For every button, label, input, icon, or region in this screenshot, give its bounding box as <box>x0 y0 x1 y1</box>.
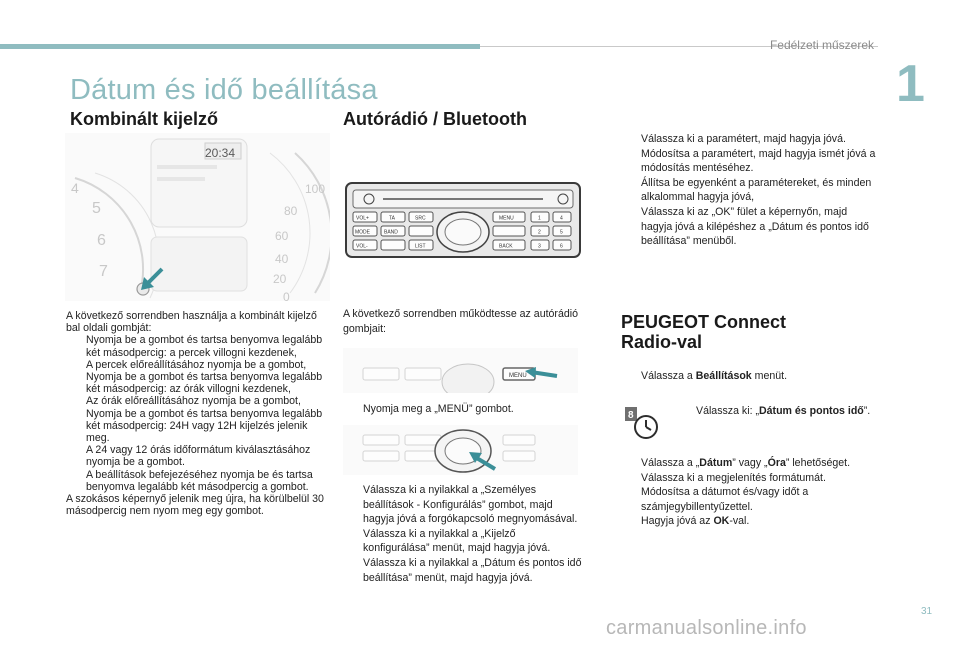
section-title: Fedélzeti műszerek <box>769 38 874 52</box>
list-item: A beállítások befejezéséhez nyomja be és tartsa benyomva legalább két másodpercig a gombot. <box>86 468 313 493</box>
svg-text:MENU: MENU <box>499 215 514 222</box>
instrument-cluster-illustration <box>65 133 330 301</box>
col2-menu-step <box>343 402 578 417</box>
clock-icon <box>623 405 663 441</box>
svg-text:1: 1 <box>538 215 541 222</box>
list-item: A 24 vagy 12 órás időformátum kiválasztásához nyomja be a gombot. <box>86 444 311 469</box>
chapter-number: 1 <box>896 55 925 113</box>
col3-step-settings: Válassza a Beállítások menüt. <box>641 370 788 382</box>
svg-text:MODE: MODE <box>355 229 370 236</box>
col3-step-date-time: Válassza ki: „Dátum és pontos idő”. <box>696 405 871 417</box>
svg-text:3: 3 <box>538 243 541 250</box>
col1-body <box>66 310 328 517</box>
svg-text:5: 5 <box>560 229 563 236</box>
col3-steps <box>621 132 877 249</box>
list-item: Válassza ki a megjelenítés formátumát. <box>641 471 826 484</box>
svg-text:100: 100 <box>305 182 326 196</box>
col2-intro: A következő sorrendben működtesse az autórádió gombjait: <box>343 308 578 335</box>
cluster-clock-text: 20:34 <box>205 146 236 160</box>
svg-text:8: 8 <box>628 410 634 421</box>
car-radio-illustration <box>343 180 583 260</box>
svg-text:LIST: LIST <box>415 243 426 250</box>
svg-text:7: 7 <box>99 263 108 280</box>
svg-text:MENU: MENU <box>509 373 527 379</box>
list-item: Állítsa be egyenként a paramétereket, és minden alkalommal hagyja jóvá, <box>641 176 872 204</box>
list-item: Válassza ki az „OK” fület a képernyőn, majd hagyja jóvá a kilépéshez a „Dátum és pontos idő beállítása” menüből. <box>641 205 869 248</box>
svg-text:VOL+: VOL+ <box>356 215 369 222</box>
list-item: Válassza ki a nyilakkal a „Dátum és pontos idő beállítása” menüt, majd hagyja jóvá. <box>363 556 582 584</box>
list-item: Módosítsa a paramétert, majd hagyja ismét jóvá a módosítás mentéséhez. <box>641 147 876 175</box>
list-item: Módosítsa a dátumot és/vagy időt a számjegybillentyűzettel. <box>641 486 809 513</box>
heading-combined-display: Kombinált kijelző <box>70 109 219 129</box>
svg-text:BACK: BACK <box>499 243 513 250</box>
list-item: Az órák előreállításához nyomja be a gombot, <box>86 395 301 408</box>
radio-knob-detail <box>343 425 578 475</box>
heading-car-radio: Autórádió / Bluetooth <box>343 109 527 129</box>
page-number: 31 <box>921 606 933 617</box>
col1-outro: A szokásos képernyő jelenik meg újra, ha körülbelül 30 másodpercig nem nyom meg egy gombot. <box>66 493 324 518</box>
svg-text:6: 6 <box>97 232 106 249</box>
col2-steps <box>343 483 583 585</box>
svg-text:5: 5 <box>92 200 101 217</box>
svg-text:TA: TA <box>389 215 396 222</box>
svg-text:80: 80 <box>284 204 298 218</box>
col1-intro: A következő sorrendben használja a kombinált kijelző bal oldali gombját: <box>66 310 317 335</box>
svg-text:BAND: BAND <box>384 229 398 236</box>
svg-text:4: 4 <box>71 180 79 196</box>
svg-text:20: 20 <box>273 272 287 286</box>
list-item: Válassza ki a nyilakkal a „Kijelző konfigurálása” menüt, majd hagyja jóvá. <box>363 527 551 555</box>
list-item: Válassza ki a nyilakkal a „Személyes beállítások - Konfigurálás” gombot, majd hagyja jóvá a forgókapcsoló megnyomásával. <box>363 484 578 526</box>
svg-text:0: 0 <box>283 290 290 301</box>
header-accent-bar <box>0 44 480 49</box>
svg-text:4: 4 <box>560 215 563 222</box>
list-item: A percek előreállításához nyomja be a gombot, <box>86 358 307 371</box>
page-title: Dátum és idő beállítása <box>70 74 378 106</box>
list-item: Nyomja be a gombot és tartsa benyomva legalább két másodpercig: az órák villogni kezdenek, <box>86 371 323 396</box>
list-item: Válassza ki a paramétert, majd hagyja jóvá. <box>641 133 846 145</box>
radio-menu-detail <box>343 348 578 393</box>
list-item: Nyomja be a gombot és tartsa benyomva legalább két másodpercig: 24H vagy 12H kijelzés jelenik meg. <box>86 407 323 445</box>
svg-text:SRC: SRC <box>415 215 426 222</box>
list-item: Nyomja be a gombot és tartsa benyomva legalább két másodpercig: a percek villogni kezdenek, <box>86 334 323 359</box>
svg-text:VOL-: VOL- <box>356 243 368 250</box>
svg-text:2: 2 <box>538 229 541 236</box>
svg-text:40: 40 <box>275 252 289 266</box>
watermark: carmanualsonline.info <box>606 617 807 639</box>
svg-text:60: 60 <box>275 229 289 243</box>
col3-steps-final: Válassza a „Dátum” vagy „Óra” lehetőséget. Válassza ki a megjelenítés formátumát. Módosítsa a dátumot és/vagy időt a számjegybillentyűzettel. Hagyja jóvá az OK-val. <box>621 456 877 529</box>
svg-text:6: 6 <box>560 243 563 250</box>
heading-peugeot-connect: PEUGEOT Connect Radio-val <box>621 312 787 352</box>
list-item: Nyomja meg a „MENÜ” gombot. <box>363 403 514 415</box>
